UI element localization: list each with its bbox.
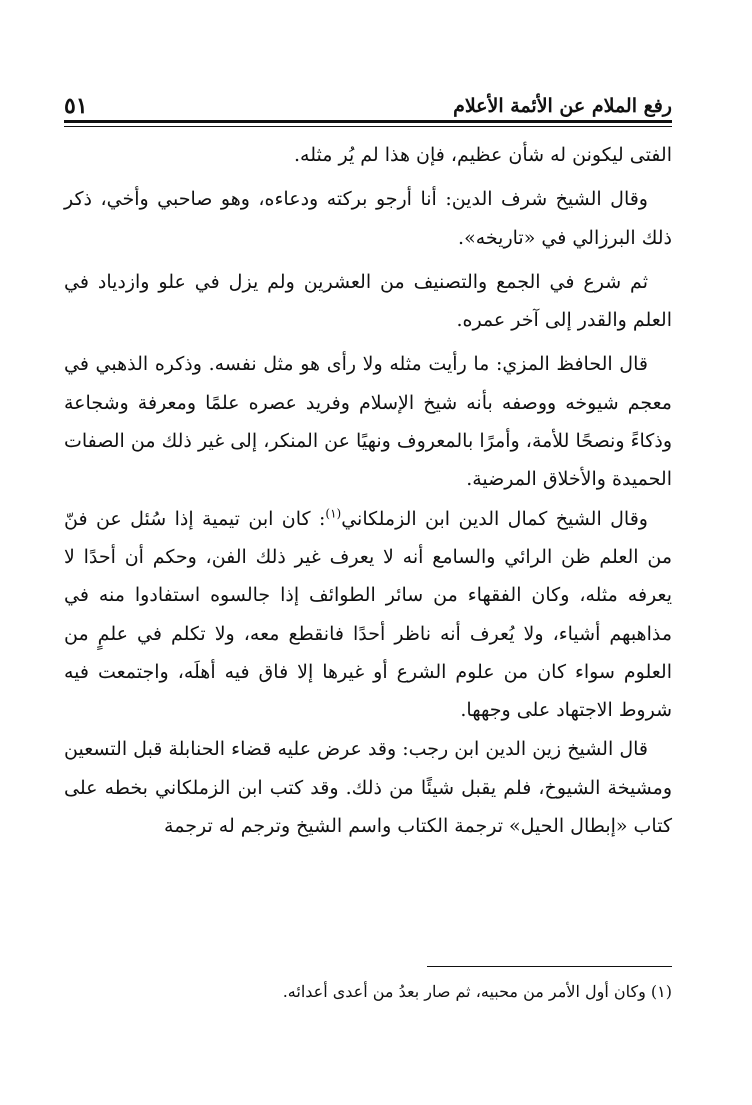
paragraph-5 xyxy=(64,500,672,730)
body-text xyxy=(64,136,672,851)
paragraph-2: وقال الشيخ شرف الدين: أنا أرجو بركته ودعاءه، وهو صاحبي وأخي، ذكر ذلك البرزالي في «تاريخه». xyxy=(64,188,672,249)
book-title: رفع الملام عن الأئمة الأعلام xyxy=(453,95,672,117)
paragraph-1: الفتى ليكونن له شأن عظيم، فإن هذا لم يُر مثله. xyxy=(294,144,672,166)
page-number: ٥١ xyxy=(64,93,88,119)
paragraph-6: قال الشيخ زين الدين ابن رجب: وقد عرض عليه قضاء الحنابلة قبل التسعين ومشيخة الشيوخ، فلم يقبل شيئًا من ذلك. وقد كتب ابن الزملكاني بخطه على كتاب «إبطال الحيل» ترجمة الكتاب واسم الشيخ وترجم له ترجمة xyxy=(64,738,672,838)
paragraph-5-lead: وقال الشيخ كمال الدين ابن الزملكاني xyxy=(341,507,648,530)
footnote-separator xyxy=(427,966,672,967)
header-rule-thin xyxy=(64,126,672,127)
paragraph-3: ثم شرع في الجمع والتصنيف من العشرين ولم يزل في علو وازدياد في العلم والقدر إلى آخر عمره. xyxy=(64,270,672,332)
header-rule-thick xyxy=(64,120,672,123)
paragraph-5-rest: : كان ابن تيمية إذا سُئل عن فنّ من العلم ظن الرائي والسامع أنه لا يعرف غير ذلك الفن، وحكم أن أحدًا لا يعرفه مثله، وكان الفقهاء من سائر الطوائف إذا جالسوه استفادوا منه في مذاهبهم أشياء، ولا يُعرف أنه ناظر أحدًا فانقطع معه، ولا تكلم في علمٍ من العلوم سواء كان من علوم الشرع أو غيرها إلا فاق فيه أهلَه، واجتمعت فيه شروط الاجتهاد على وجهها. xyxy=(64,507,672,722)
paragraph-4: قال الحافظ المزي: ما رأيت مثله ولا رأى هو مثل نفسه. وذكره الذهبي في معجم شيوخه ووصفه بأنه شيخ الإسلام وفريد عصره علمًا ومعرفة وشجاعة وذكاءً ونصحًا للأمة، وأمرًا بالمعروف ونهيًا عن المنكر، إلى غير ذلك من الصفات الحميدة والأخلاق المرضية. xyxy=(64,353,672,491)
footnote: (١) وكان أول الأمر من محبيه، ثم صار بعدُ من أعدى أعدائه. xyxy=(282,982,672,1001)
footnote-reference[interactable]: (١) xyxy=(325,506,342,521)
